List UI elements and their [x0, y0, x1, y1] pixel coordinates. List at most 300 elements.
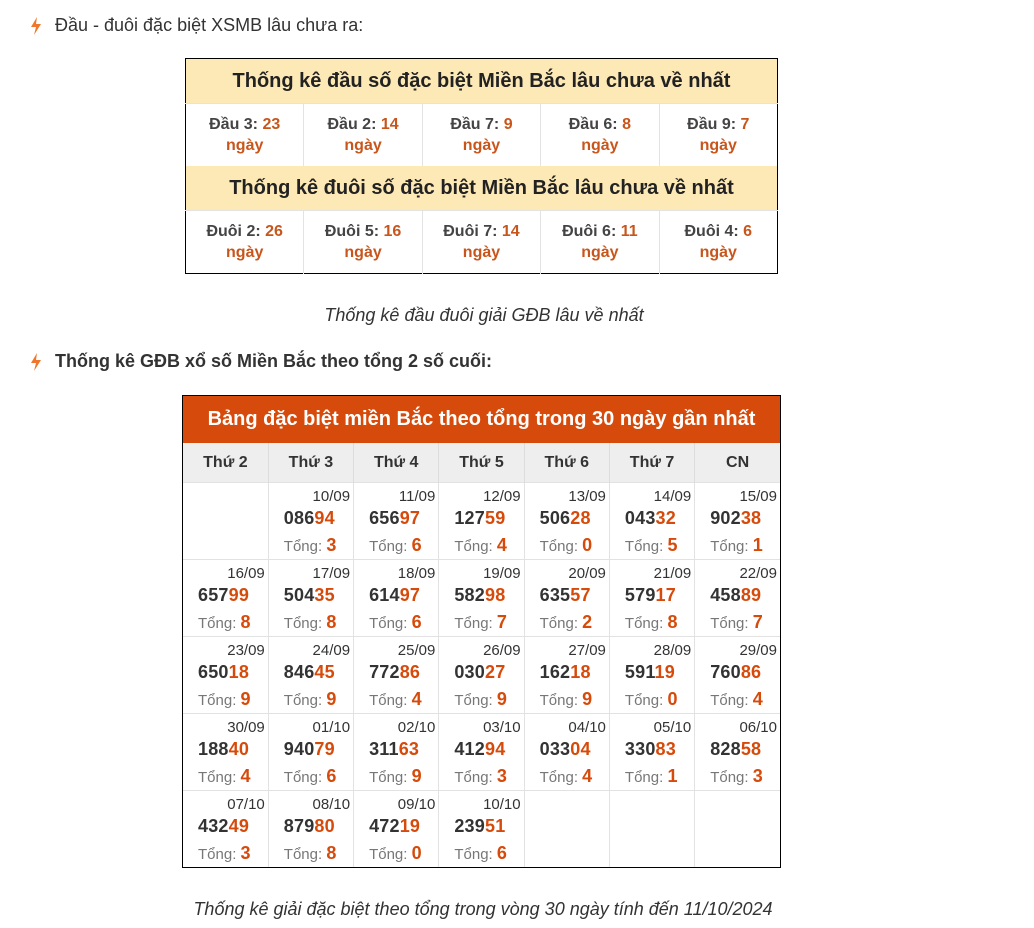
sum-label: Tổng:: [539, 692, 578, 709]
sum-label: Tổng:: [539, 538, 578, 555]
duoi-value: 6: [743, 223, 753, 240]
result-number: [369, 585, 420, 606]
sum-value: 6: [496, 843, 507, 863]
result-date: 08/10: [312, 796, 351, 813]
result-date: 23/09: [227, 642, 265, 659]
result-cell: [695, 714, 780, 791]
result-date: 02/10: [397, 719, 436, 736]
result-cell: [609, 560, 694, 637]
week-row: [183, 637, 780, 714]
result-number: [625, 508, 676, 529]
weekday-header: Thứ 4: [354, 443, 439, 483]
result-sum: [198, 766, 251, 787]
sum-value: 8: [240, 612, 251, 632]
duoi-unit: ngày: [344, 244, 382, 261]
result-sum: [540, 535, 593, 556]
sum-label: Tổng:: [283, 615, 323, 632]
sum-label: Tổng:: [198, 615, 237, 632]
result-date: 18/09: [397, 565, 436, 582]
result-head-digits: 902: [710, 508, 741, 528]
sum-label: Tổng:: [624, 692, 664, 709]
duoi-label: Đuôi 5:: [324, 223, 380, 240]
result-number: [198, 585, 249, 606]
sum-value: 0: [411, 843, 422, 863]
result-cell: [695, 483, 780, 560]
result-date: 12/09: [483, 488, 521, 505]
result-number: [454, 585, 505, 606]
result-head-digits: 458: [710, 585, 741, 605]
result-tail-digits: 18: [570, 662, 591, 682]
result-tail-digits: 83: [655, 739, 676, 759]
result-cell: [268, 714, 353, 791]
result-tail-digits: 40: [228, 739, 250, 759]
weekday-header: Thứ 6: [524, 443, 609, 483]
weekday-header: Thứ 2: [183, 443, 268, 483]
sum-value: 8: [326, 612, 337, 632]
result-date: 17/09: [312, 565, 351, 582]
sum-label: Tổng:: [624, 538, 664, 555]
weekday-header: Thứ 7: [609, 443, 694, 483]
sum-label: Tổng:: [710, 615, 749, 632]
result-sum: [710, 612, 763, 633]
result-cell: [354, 560, 439, 637]
result-cell: [183, 560, 268, 637]
result-sum: [284, 766, 337, 787]
sum-label: Tổng:: [624, 615, 664, 632]
result-sum: [540, 766, 593, 787]
sum-label: Tổng:: [710, 769, 749, 786]
result-date: 27/09: [568, 642, 606, 659]
sum-value: 9: [240, 689, 251, 709]
duoi-unit: ngày: [699, 244, 737, 261]
result-date: 13/09: [568, 488, 606, 505]
result-head-digits: 650: [198, 662, 229, 682]
result-head-digits: 472: [369, 816, 400, 836]
result-tail-digits: 04: [570, 739, 591, 759]
sum-value: 3: [240, 843, 251, 863]
dau-row: [186, 104, 778, 167]
sum-value: 8: [667, 612, 678, 632]
sum-value: 0: [667, 689, 678, 709]
dau-cell: [541, 104, 659, 167]
result-number: [454, 662, 505, 683]
sum-label: Tổng:: [283, 538, 323, 555]
dau-cell: [186, 104, 304, 167]
sum-value: 7: [496, 612, 507, 632]
result-date: 14/09: [653, 488, 692, 505]
result-sum: [710, 689, 763, 710]
result-tail-digits: 27: [484, 662, 506, 682]
duoi-cell: [422, 211, 540, 274]
result-sum: [454, 612, 507, 633]
result-number: [454, 816, 505, 837]
duoi-label: Đuôi 7:: [443, 223, 498, 240]
weekday-header-row: [183, 443, 780, 483]
sum-value: 9: [582, 689, 593, 709]
result-cell: [439, 483, 524, 560]
sum-label: Tổng:: [624, 769, 664, 786]
result-cell: [268, 483, 353, 560]
result-tail-digits: 32: [655, 508, 676, 528]
result-cell: [354, 791, 439, 868]
result-head-digits: 033: [539, 739, 571, 759]
result-date: 01/10: [312, 719, 351, 736]
result-number: [369, 816, 420, 837]
result-date: 16/09: [227, 565, 265, 582]
result-cell: [609, 483, 694, 560]
result-head-digits: 188: [198, 739, 229, 759]
result-tail-digits: 59: [484, 508, 506, 528]
dau-unit: ngày: [462, 137, 501, 154]
result-head-digits: 162: [539, 662, 571, 682]
sum-value: 4: [411, 689, 422, 709]
result-head-digits: 828: [710, 739, 741, 759]
result-sum: [540, 689, 593, 710]
result-cell: [268, 791, 353, 868]
sum-label: Tổng:: [454, 692, 493, 709]
sum-value: 4: [752, 689, 763, 709]
result-cell: [524, 483, 609, 560]
sum-value: 8: [326, 843, 337, 863]
result-sum: [625, 535, 678, 556]
result-sum: [369, 689, 422, 710]
result-date: 19/09: [483, 565, 521, 582]
result-head-digits: 043: [624, 508, 656, 528]
sum-value: 9: [326, 689, 337, 709]
result-date: 05/10: [653, 719, 692, 736]
result-head-digits: 846: [283, 662, 315, 682]
sum-value: 1: [667, 766, 678, 786]
dau-unit: ngày: [581, 137, 619, 154]
result-sum: [284, 535, 337, 556]
dau-unit: ngày: [699, 137, 737, 154]
sum-value: 3: [496, 766, 507, 786]
duoi-value: 14: [501, 223, 520, 240]
result-head-digits: 591: [624, 662, 655, 682]
result-sum: [454, 766, 507, 787]
result-cell: [354, 714, 439, 791]
duoi-cell: [304, 211, 422, 274]
dau-cell: [304, 104, 422, 167]
result-head-digits: 239: [454, 816, 485, 836]
sum-value: 6: [411, 535, 422, 555]
dau-value: 23: [262, 116, 281, 133]
result-tail-digits: 97: [399, 508, 421, 528]
result-tail-digits: 18: [228, 662, 250, 682]
result-tail-digits: 45: [314, 662, 335, 682]
dau-cell: [659, 104, 777, 167]
dau-duoi-table: [185, 58, 778, 274]
result-tail-digits: 98: [484, 585, 506, 605]
result-sum: [198, 612, 251, 633]
dau-value: 7: [740, 116, 750, 133]
result-number: [540, 739, 591, 760]
empty-cell: [695, 791, 780, 868]
result-sum: [369, 766, 422, 787]
result-sum: [369, 612, 422, 633]
result-sum: [625, 689, 678, 710]
result-number: [284, 816, 335, 837]
dau-unit: ngày: [226, 137, 264, 154]
result-tail-digits: 86: [740, 662, 762, 682]
result-head-digits: 504: [283, 585, 315, 605]
result-sum: [625, 612, 678, 633]
result-head-digits: 506: [539, 508, 571, 528]
result-tail-digits: 38: [740, 508, 762, 528]
result-sum: [454, 689, 507, 710]
result-number: [284, 508, 335, 529]
result-tail-digits: 99: [228, 585, 250, 605]
result-head-digits: 879: [283, 816, 315, 836]
result-number: [369, 739, 419, 760]
result-number: [454, 739, 505, 760]
result-date: 06/10: [739, 719, 777, 736]
dau-label: Đầu 9:: [687, 116, 737, 133]
dau-table-title: Thống kê đầu số đặc biệt Miền Bắc lâu chưa về nhất: [186, 59, 778, 104]
result-head-digits: 127: [454, 508, 485, 528]
result-cell: [439, 714, 524, 791]
result-head-digits: 760: [710, 662, 741, 682]
result-cell: [268, 637, 353, 714]
dau-label: Đầu 3:: [209, 116, 259, 133]
result-number: [198, 662, 249, 683]
sum-value: 3: [326, 535, 337, 555]
result-cell: [524, 714, 609, 791]
section1-heading-text: Đầu - đuôi đặc biệt XSMB lâu chưa ra:: [55, 15, 364, 35]
sum-value: 9: [411, 766, 422, 786]
sum-label: Tổng:: [454, 615, 493, 632]
result-tail-digits: 17: [655, 585, 676, 605]
sum-label: Tổng:: [710, 692, 749, 709]
result-cell: [609, 637, 694, 714]
result-sum: [284, 843, 337, 864]
duoi-value: 11: [620, 223, 638, 240]
result-sum: [198, 689, 251, 710]
sum-label: Tổng:: [369, 769, 408, 786]
result-date: 15/09: [739, 488, 777, 505]
section1-heading: [30, 15, 363, 36]
result-number: [284, 585, 335, 606]
result-sum: [625, 766, 678, 787]
sum-label: Tổng:: [539, 769, 578, 786]
result-cell: [183, 791, 268, 868]
duoi-label: Đuôi 6:: [562, 223, 617, 240]
sum-value: 1: [752, 535, 763, 555]
result-head-digits: 614: [369, 585, 400, 605]
duoi-cell: [659, 211, 777, 274]
result-date: 09/10: [397, 796, 436, 813]
result-sum: [284, 689, 337, 710]
result-number: [198, 739, 249, 760]
sum-label: Tổng:: [198, 692, 237, 709]
result-number: [625, 585, 676, 606]
dau-label: Đầu 7:: [450, 116, 500, 133]
result-head-digits: 412: [454, 739, 485, 759]
result-head-digits: 656: [369, 508, 400, 528]
tong-table: [182, 395, 781, 868]
dau-label: Đầu 2:: [327, 116, 377, 133]
weekday-header: Thứ 3: [268, 443, 353, 483]
result-tail-digits: 94: [314, 508, 335, 528]
sum-label: Tổng:: [283, 692, 323, 709]
result-head-digits: 579: [624, 585, 656, 605]
result-tail-digits: 97: [399, 585, 421, 605]
table2-caption: Thống kê giải đặc biệt theo tổng trong vòng 30 ngày tính đến 11/10/2024: [193, 899, 773, 919]
dau-unit: ngày: [344, 137, 382, 154]
result-tail-digits: 49: [228, 816, 250, 836]
dau-value: 14: [380, 116, 399, 133]
sum-label: Tổng:: [454, 538, 493, 555]
sum-label: Tổng:: [283, 769, 323, 786]
duoi-row: [186, 211, 778, 274]
result-tail-digits: 35: [314, 585, 335, 605]
duoi-label: Đuôi 2:: [206, 223, 261, 240]
result-date: 07/10: [227, 796, 265, 813]
sum-label: Tổng:: [539, 615, 578, 632]
sum-label: Tổng:: [198, 769, 237, 786]
weekday-header: Thứ 5: [439, 443, 524, 483]
sum-value: 2: [582, 612, 593, 632]
sum-value: 4: [582, 766, 593, 786]
result-sum: [540, 612, 593, 633]
result-cell: [354, 637, 439, 714]
result-number: [454, 508, 505, 529]
result-sum: [454, 843, 507, 864]
week-row: [183, 714, 780, 791]
result-cell: [268, 560, 353, 637]
result-sum: [369, 843, 422, 864]
result-number: [369, 508, 420, 529]
duoi-cell: [541, 211, 659, 274]
result-head-digits: 635: [539, 585, 571, 605]
week-row: [183, 791, 780, 868]
sum-value: 4: [496, 535, 507, 555]
result-head-digits: 330: [624, 739, 656, 759]
result-head-digits: 582: [454, 585, 485, 605]
result-date: 21/09: [653, 565, 692, 582]
result-number: [710, 739, 761, 760]
result-tail-digits: 89: [740, 585, 762, 605]
result-sum: [710, 535, 763, 556]
table1-caption: Thống kê đầu đuôi giải GĐB lâu về nhất: [324, 305, 644, 325]
lightning-icon: [30, 17, 42, 35]
result-number: [284, 739, 335, 760]
result-sum: [710, 766, 763, 787]
dau-value: 9: [503, 116, 513, 133]
duoi-value: 26: [265, 223, 283, 240]
result-date: 24/09: [312, 642, 351, 659]
sum-value: 4: [240, 766, 251, 786]
result-date: 26/09: [483, 642, 521, 659]
result-number: [540, 662, 591, 683]
result-number: [710, 585, 761, 606]
duoi-label: Đuôi 4:: [684, 223, 739, 240]
duoi-unit: ngày: [462, 244, 501, 261]
result-number: [540, 508, 591, 529]
duoi-unit: ngày: [581, 244, 619, 261]
result-number: [710, 662, 761, 683]
week-row: [183, 483, 780, 560]
dau-label: Đầu 6:: [568, 116, 618, 133]
result-cell: [439, 637, 524, 714]
result-cell: [183, 637, 268, 714]
result-cell: [439, 560, 524, 637]
result-tail-digits: 58: [740, 739, 762, 759]
duoi-cell: [186, 211, 304, 274]
result-cell: [183, 714, 268, 791]
result-tail-digits: 28: [570, 508, 591, 528]
result-head-digits: 772: [369, 662, 400, 682]
result-cell: [354, 483, 439, 560]
result-date: 04/10: [568, 719, 606, 736]
result-tail-digits: 57: [570, 585, 591, 605]
result-date: 28/09: [653, 642, 692, 659]
sum-value: 6: [411, 612, 422, 632]
result-cell: [609, 714, 694, 791]
result-number: [369, 662, 420, 683]
result-tail-digits: 94: [484, 739, 506, 759]
result-date: 11/09: [398, 488, 436, 505]
result-head-digits: 311: [369, 739, 399, 759]
empty-cell: [183, 483, 268, 560]
duoi-value: 16: [383, 223, 402, 240]
result-cell: [439, 791, 524, 868]
sum-value: 0: [582, 535, 593, 555]
sum-label: Tổng:: [198, 846, 237, 863]
result-tail-digits: 19: [399, 816, 421, 836]
result-cell: [695, 637, 780, 714]
empty-cell: [609, 791, 694, 868]
result-cell: [695, 560, 780, 637]
result-number: [284, 662, 335, 683]
result-number: [198, 816, 249, 837]
result-sum: [454, 535, 507, 556]
result-date: 10/10: [483, 796, 521, 813]
result-tail-digits: 86: [399, 662, 421, 682]
result-date: 20/09: [568, 565, 606, 582]
sum-label: Tổng:: [710, 538, 749, 555]
result-tail-digits: 19: [654, 662, 675, 682]
result-head-digits: 940: [283, 739, 315, 759]
section2-heading: [30, 351, 492, 372]
lightning-icon: [30, 353, 42, 371]
duoi-table-title: Thống kê đuôi số đặc biệt Miền Bắc lâu chưa về nhất: [186, 166, 778, 211]
sum-value: 3: [752, 766, 763, 786]
result-head-digits: 432: [198, 816, 229, 836]
result-tail-digits: 51: [484, 816, 506, 836]
result-date: 03/10: [483, 719, 521, 736]
result-sum: [369, 535, 422, 556]
sum-label: Tổng:: [369, 692, 408, 709]
sum-value: 6: [326, 766, 337, 786]
result-date: 30/09: [227, 719, 265, 736]
sum-value: 5: [667, 535, 678, 555]
result-cell: [524, 560, 609, 637]
empty-cell: [524, 791, 609, 868]
section2-heading-text: Thống kê GĐB xổ số Miền Bắc theo tổng 2 số cuối:: [55, 351, 493, 371]
sum-label: Tổng:: [369, 846, 408, 863]
sum-label: Tổng:: [454, 769, 493, 786]
result-number: [625, 662, 675, 683]
result-cell: [524, 637, 609, 714]
result-sum: [198, 843, 251, 864]
result-tail-digits: 79: [314, 739, 335, 759]
result-date: 22/09: [739, 565, 777, 582]
week-row: [183, 560, 780, 637]
result-sum: [284, 612, 337, 633]
result-date: 25/09: [397, 642, 436, 659]
sum-value: 7: [752, 612, 763, 632]
